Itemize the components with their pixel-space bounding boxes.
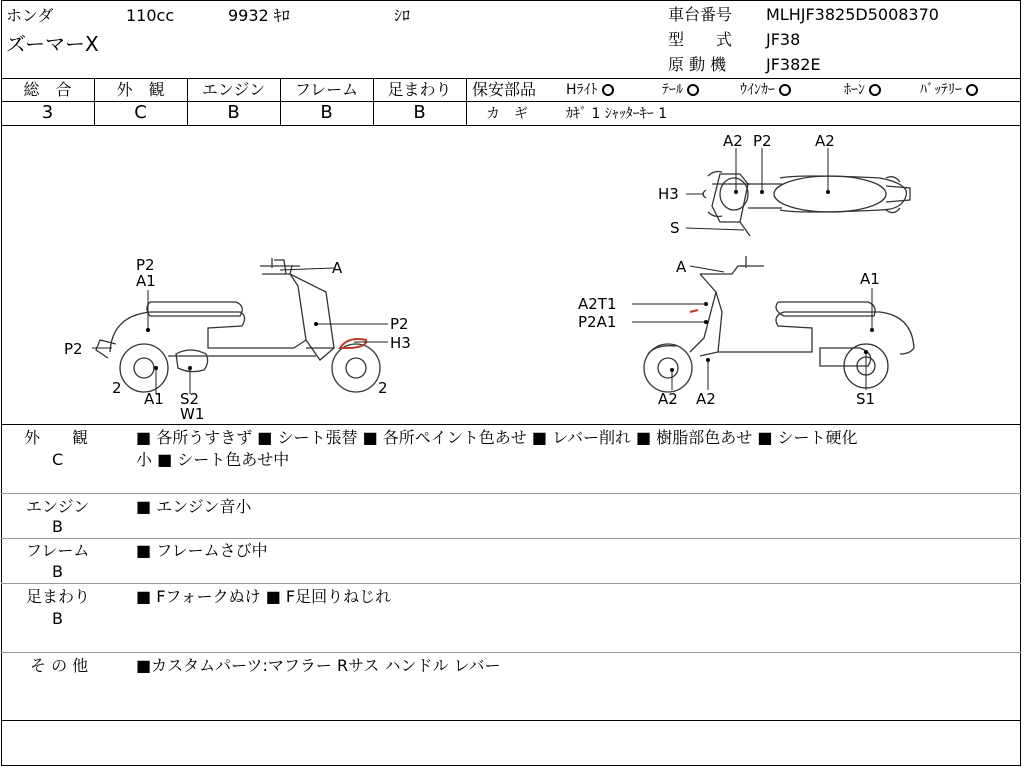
type-value: JF38 [766, 30, 801, 49]
note-grade-suspension: B [52, 609, 63, 628]
label-right-a1: A1 [860, 270, 880, 288]
divider [1, 583, 1021, 584]
color: ｼﾛ [394, 6, 411, 25]
note-label-exterior: 外 観 [24, 428, 89, 447]
grade-label-suspension: 足まわり [387, 80, 452, 99]
safety-item-battery: ﾊﾞｯﾃﾘｰ [920, 80, 978, 100]
label-right-a2t1: A2T1 [578, 295, 617, 313]
label-left-2b: 2 [378, 379, 388, 397]
grade-value-overall: 3 [41, 102, 54, 123]
marker-dot [760, 190, 764, 194]
note-grade-frame: B [52, 562, 63, 581]
marker-dot [146, 328, 150, 332]
label-right-s1: S1 [856, 390, 876, 408]
divider [1, 493, 1021, 494]
leader-line [690, 266, 724, 272]
grade-value-suspension: B [413, 102, 426, 123]
grade-value-engine: B [227, 102, 240, 123]
note-text-engine: ■ エンジン音小 [136, 497, 252, 516]
leader-line [280, 268, 334, 270]
divider [1, 78, 1021, 79]
label-left-p2c: P2 [64, 340, 83, 358]
marker-dot [154, 366, 158, 370]
grade-value-exterior: C [134, 102, 147, 123]
engine-value: JF382E [766, 55, 821, 74]
marker-dot [734, 190, 738, 194]
marker-dot [670, 368, 674, 372]
label-left-h3: H3 [390, 334, 411, 352]
type-label: 型 式 [668, 30, 733, 49]
label-left-2a: 2 [112, 379, 122, 397]
ok-circle-icon [602, 84, 614, 96]
label-left-p2: P2 [136, 256, 155, 274]
label-right-p2a1: P2A1 [578, 313, 617, 331]
frame-no: MLHJF3825D5008370 [766, 5, 939, 24]
note-text-frame: ■ フレームさび中 [136, 541, 268, 560]
label-top-p2: P2 [753, 132, 772, 150]
safety-label: 保安部品 [472, 80, 537, 99]
label-right-a2a: A2 [658, 390, 678, 408]
label-left-a1b: A1 [144, 390, 164, 408]
divider [1, 424, 1021, 425]
label-left-p2b: P2 [390, 315, 409, 333]
note-label-other: そ の 他 [30, 656, 89, 675]
label-left-w1: W1 [180, 405, 205, 423]
maker: ホンダ [6, 6, 54, 25]
safety-item-winker: ｳｲﾝｶｰ [740, 80, 791, 100]
note-text-exterior: ■ 各所うすきず ■ シート張替 ■ 各所ペイント色あせ ■ レバー削れ ■ 樹脂部色あせ ■ シート硬化 [136, 428, 858, 447]
divider [1, 720, 1021, 721]
marker-dot [706, 358, 710, 362]
grade-label-engine: エンジン [201, 80, 266, 99]
marker-dot [826, 190, 830, 194]
marker-dot [188, 366, 192, 370]
damage-diagram [0, 126, 1024, 424]
grade-value-frame: B [320, 102, 333, 123]
note-text-suspension: ■ Fフォークぬけ ■ F足回りねじれ [136, 587, 392, 606]
label-left-a: A [332, 259, 343, 277]
ok-circle-icon [687, 84, 699, 96]
note-text-other: ■カスタムパーツ:マフラー Rサス ハンドル レバー [136, 656, 501, 675]
safety-item-taillight: ﾃｰﾙ [662, 80, 699, 100]
safety-item-headlight: Hﾗｲﾄ [566, 80, 614, 100]
label-top-h3: H3 [658, 185, 679, 203]
note-text-exterior-cont: 小 ■ シート色あせ中 [136, 450, 290, 469]
engine-label: 原 動 機 [668, 55, 727, 74]
grade-label-overall: 総 合 [23, 80, 72, 99]
marker-dot [314, 322, 318, 326]
key-value: ｶｷﾞ 1 ｼｬｯﾀｰｷｰ 1 [566, 106, 668, 122]
frame-no-label: 車台番号 [668, 5, 733, 24]
grade-label-exterior: 外 観 [116, 80, 165, 99]
label-right-a2b: A2 [696, 390, 716, 408]
mileage: 9932 ｷﾛ [228, 6, 290, 25]
damage-mark-right [690, 310, 698, 312]
divider [466, 78, 467, 126]
note-grade-engine: B [52, 517, 63, 536]
label-top-a2b: A2 [815, 132, 835, 150]
grade-label-frame: フレーム [294, 80, 359, 99]
marker-dot [864, 350, 868, 354]
top-view-scooter [703, 172, 910, 237]
label-top-a2: A2 [723, 132, 743, 150]
marker-dot [870, 328, 874, 332]
marker-dot [704, 302, 708, 306]
key-label: カ ギ [486, 106, 528, 122]
ok-circle-icon [966, 84, 978, 96]
note-label-suspension: 足まわり [26, 587, 91, 606]
divider [1, 538, 1021, 539]
marker-dot [704, 320, 708, 324]
label-left-a1: A1 [136, 272, 156, 290]
label-top-s: S [670, 219, 680, 237]
note-label-engine: エンジン [26, 497, 90, 516]
label-right-a: A [676, 258, 687, 276]
note-grade-exterior: C [52, 450, 64, 469]
model-name: ズーマーX [6, 32, 99, 56]
safety-item-horn: ﾎｰﾝ [844, 80, 881, 100]
label-left-s2: S2 [180, 390, 200, 408]
ok-circle-icon [779, 84, 791, 96]
displacement: 110cc [126, 6, 175, 25]
note-label-frame: フレーム [26, 541, 90, 560]
leader-line [686, 228, 744, 230]
ok-circle-icon [869, 84, 881, 96]
divider [1, 652, 1021, 653]
